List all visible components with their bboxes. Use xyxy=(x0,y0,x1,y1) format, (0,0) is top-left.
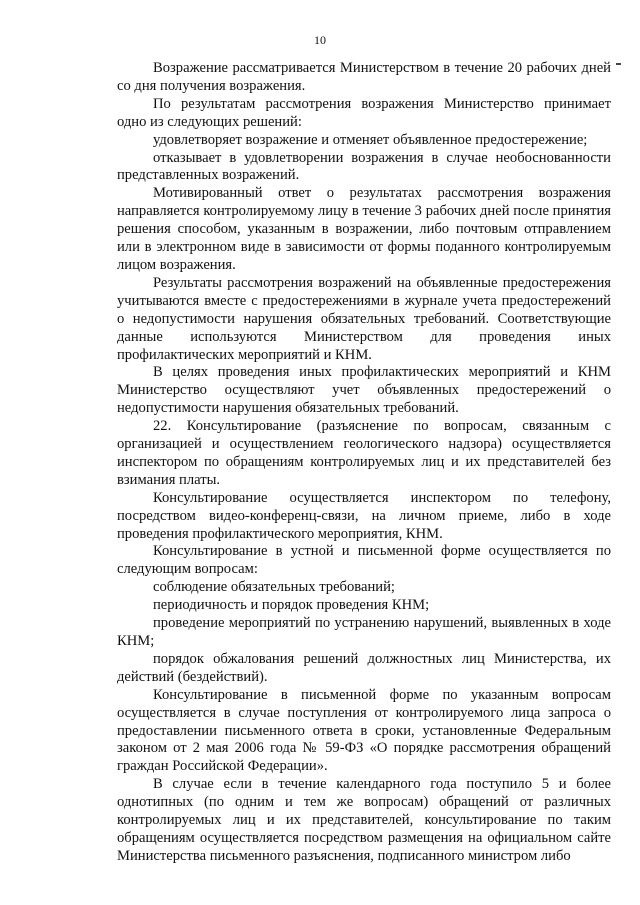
page-number: 10 xyxy=(314,33,326,47)
document-body xyxy=(117,60,611,866)
list-item-periodicity: периодичность и порядок проведения КНМ; xyxy=(153,597,430,614)
paragraph-decision-refuse: отказывает в удовлетворении возражения в случае необоснованности представленных возражений. xyxy=(117,149,611,184)
list-item-requirements: соблюдение обязательных требований; xyxy=(153,579,395,596)
paragraph-warnings-register: В целях проведения иных профилактических мероприятий и КНМ Министерство осуществляют учет объявленных предостережений о недопустимости нарушения обязательных требований. xyxy=(117,364,611,417)
paragraph-decisions-intro: По результатам рассмотрения возражения Министерство принимает одно из следующих решений: xyxy=(117,95,611,130)
list-item-appeal: порядок обжалования решений должностных лиц Министерства, их действий (бездействий). xyxy=(117,650,611,685)
paragraph-repeated-requests: В случае если в течение календарного года поступило 5 и более однотипных (по одним и тем же вопросам) обращений от различных контролируемых лиц и их представителей, консультирование по таким обращениям осуществляется посредством размещения на официальном сайте Министерства письменного разъяснения, подписанного министром либо xyxy=(117,776,611,864)
margin-mark xyxy=(616,63,621,65)
paragraph-results-accounting: Результаты рассмотрения возражений на объявленные предостережения учитываются вместе с предостережениями в журнале учета предостережений о недопустимости нарушения обязательных требований. Соответствующие данные используются Министерством для проведения иных профилактических мероприятий и КНМ. xyxy=(117,274,611,363)
paragraph-consulting-22: 22. Консультирование (разъяснение по вопросам, связанным с организацией и осуществлением геологического надзора) осуществляется инспектором по обращениям контролируемых лиц и их представителей без взимания платы. xyxy=(117,418,611,488)
paragraph-consulting-topics: Консультирование в устной и письменной форме осуществляется по следующим вопросам: xyxy=(117,543,611,578)
paragraph-motivated-answer: Мотивированный ответ о результатах рассмотрения возражения направляется контролируемому лицу в течение 3 рабочих дней после принятия решения способом, указанным в возражении, либо почтовым отправлением или в электронном виде в зависимости от формы поданного контролируемым лицом возражения. xyxy=(117,185,611,273)
paragraph-written-consulting: Консультирование в письменной форме по указанным вопросам осуществляется в случае поступления от контролируемого лица запроса о предоставлении письменного ответа в сроки, установленные Федеральным законом от 2 мая 2006 года № 59-ФЗ «О порядке рассмотрения обращений граждан Российской Федерации». xyxy=(117,686,611,775)
paragraph-decision-satisfy: удовлетворяет возражение и отменяет объявленное предостережение; xyxy=(153,131,588,148)
list-item-remediation: проведение мероприятий по устранению нарушений, выявленных в ходе КНМ; xyxy=(117,615,611,649)
paragraph-consulting-channels: Консультирование осуществляется инспектором по телефону, посредством видео-конференц-связи, на личном приеме, либо в ходе проведения профилактического мероприятия, КНМ. xyxy=(117,489,611,542)
paragraph-objection-term: Возражение рассматривается Министерством в течение 20 рабочих дней со дня получения возражения. xyxy=(117,60,611,94)
